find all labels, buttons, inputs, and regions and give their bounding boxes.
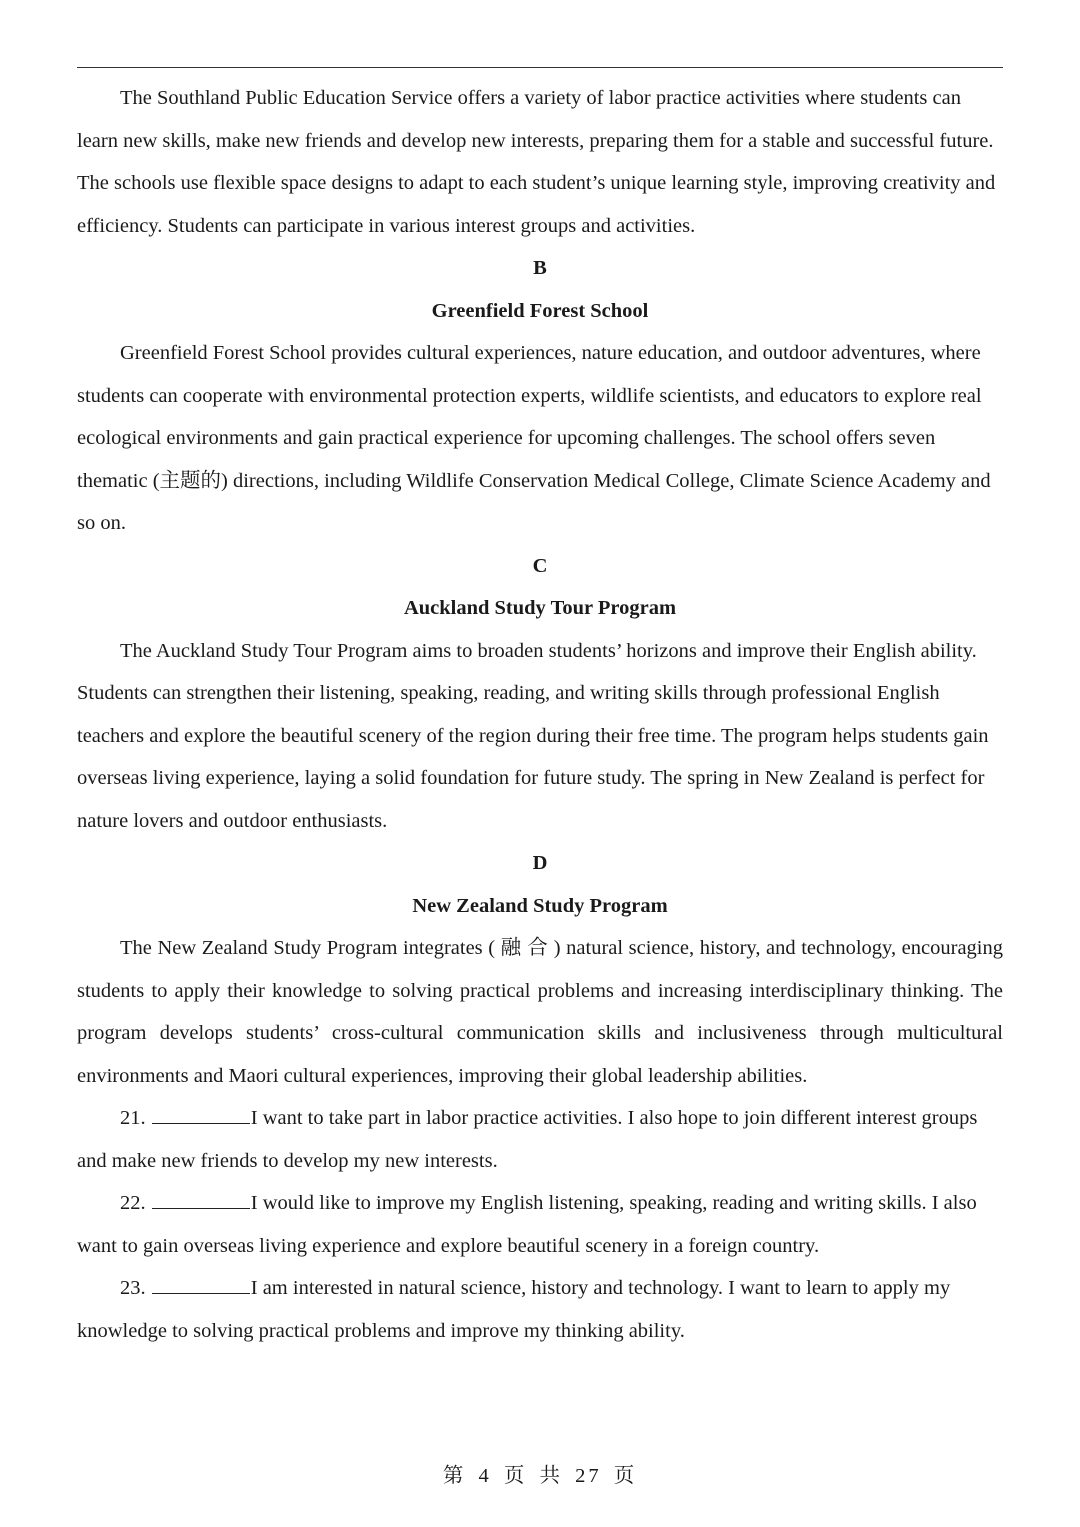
header-rule bbox=[77, 67, 1003, 68]
question-number: 23. bbox=[120, 1277, 146, 1299]
section-b-title: Greenfield Forest School bbox=[431, 299, 649, 322]
section-b-paragraph: Greenfield Forest School provides cultural experiences, nature education, and outdoor adventures, where students can cooperate with environmental protection experts, wildlife scientists, and educators to explore real ecological environments and gain practical experience for upcoming challenges. The school offers seven thematic (主题的) directions, including Wildlife Conservation Medical College, Climate Science Academy and so on. bbox=[77, 342, 991, 534]
document-body bbox=[77, 77, 1003, 1352]
section-c-letter: C bbox=[532, 554, 548, 577]
question-number: 21. bbox=[120, 1107, 146, 1129]
question-text: I am interested in natural science, history and technology. I want to learn to apply my knowledge to solving practical problems and improve my thinking ability. bbox=[77, 1277, 951, 1342]
footer-page-number: 4 bbox=[478, 1465, 492, 1487]
answer-blank[interactable] bbox=[152, 1188, 250, 1209]
section-b-letter: B bbox=[533, 257, 547, 279]
footer-middle-2: 共 bbox=[539, 1465, 563, 1487]
question-text: I want to take part in labor practice activities. I also hope to join different interest groups and make new friends to develop my new interests. bbox=[77, 1107, 978, 1172]
answer-blank[interactable] bbox=[152, 1273, 250, 1294]
question-number: 22. bbox=[120, 1192, 146, 1214]
section-c-paragraph: The Auckland Study Tour Program aims to broaden students’ horizons and improve their English ability. Students can strengthen their listening, speaking, reading, and writing skills through professional English teachers and explore the beautiful scenery of the region during their free time. The program helps students gain overseas living experience, laying a solid foundation for future study. The spring in New Zealand is perfect for nature lovers and outdoor enthusiasts. bbox=[77, 639, 989, 832]
footer-total-pages: 27 bbox=[575, 1465, 602, 1487]
section-a-paragraph: The Southland Public Education Service offers a variety of labor practice activities where students can learn new skills, make new friends and develop new interests, preparing them for a stable and successful future. The schools use flexible space designs to adapt to each student’s unique learning style, improving creativity and efficiency. Students can participate in various interest groups and activities. bbox=[77, 87, 996, 237]
section-d-paragraph: The New Zealand Study Program integrates ( 融 合 ) natural science, history, and technology, encouraging students to apply their knowledge to solving practical problems and increasing interdisciplinary thinking. The program develops students’ cross-cultural communication skills and inclusiveness through multicultural environments and Maori cultural experiences, improving their global leadership abilities. bbox=[77, 937, 1003, 1087]
section-d-title: New Zealand Study Program bbox=[412, 894, 668, 917]
answer-blank[interactable] bbox=[152, 1103, 250, 1124]
question-23 bbox=[77, 1267, 1003, 1352]
section-d-letter: D bbox=[532, 852, 548, 874]
footer-suffix: 页 bbox=[613, 1465, 638, 1487]
footer-middle-1: 页 bbox=[503, 1465, 528, 1487]
question-21 bbox=[77, 1097, 1003, 1182]
page-footer bbox=[0, 1458, 1080, 1488]
question-22 bbox=[77, 1182, 1003, 1267]
question-text: I would like to improve my English listening, speaking, reading and writing skills. I also want to gain overseas living experience and explore beautiful scenery in a foreign country. bbox=[77, 1192, 977, 1257]
section-c-title: Auckland Study Tour Program bbox=[403, 597, 677, 619]
footer-prefix: 第 bbox=[442, 1465, 467, 1487]
